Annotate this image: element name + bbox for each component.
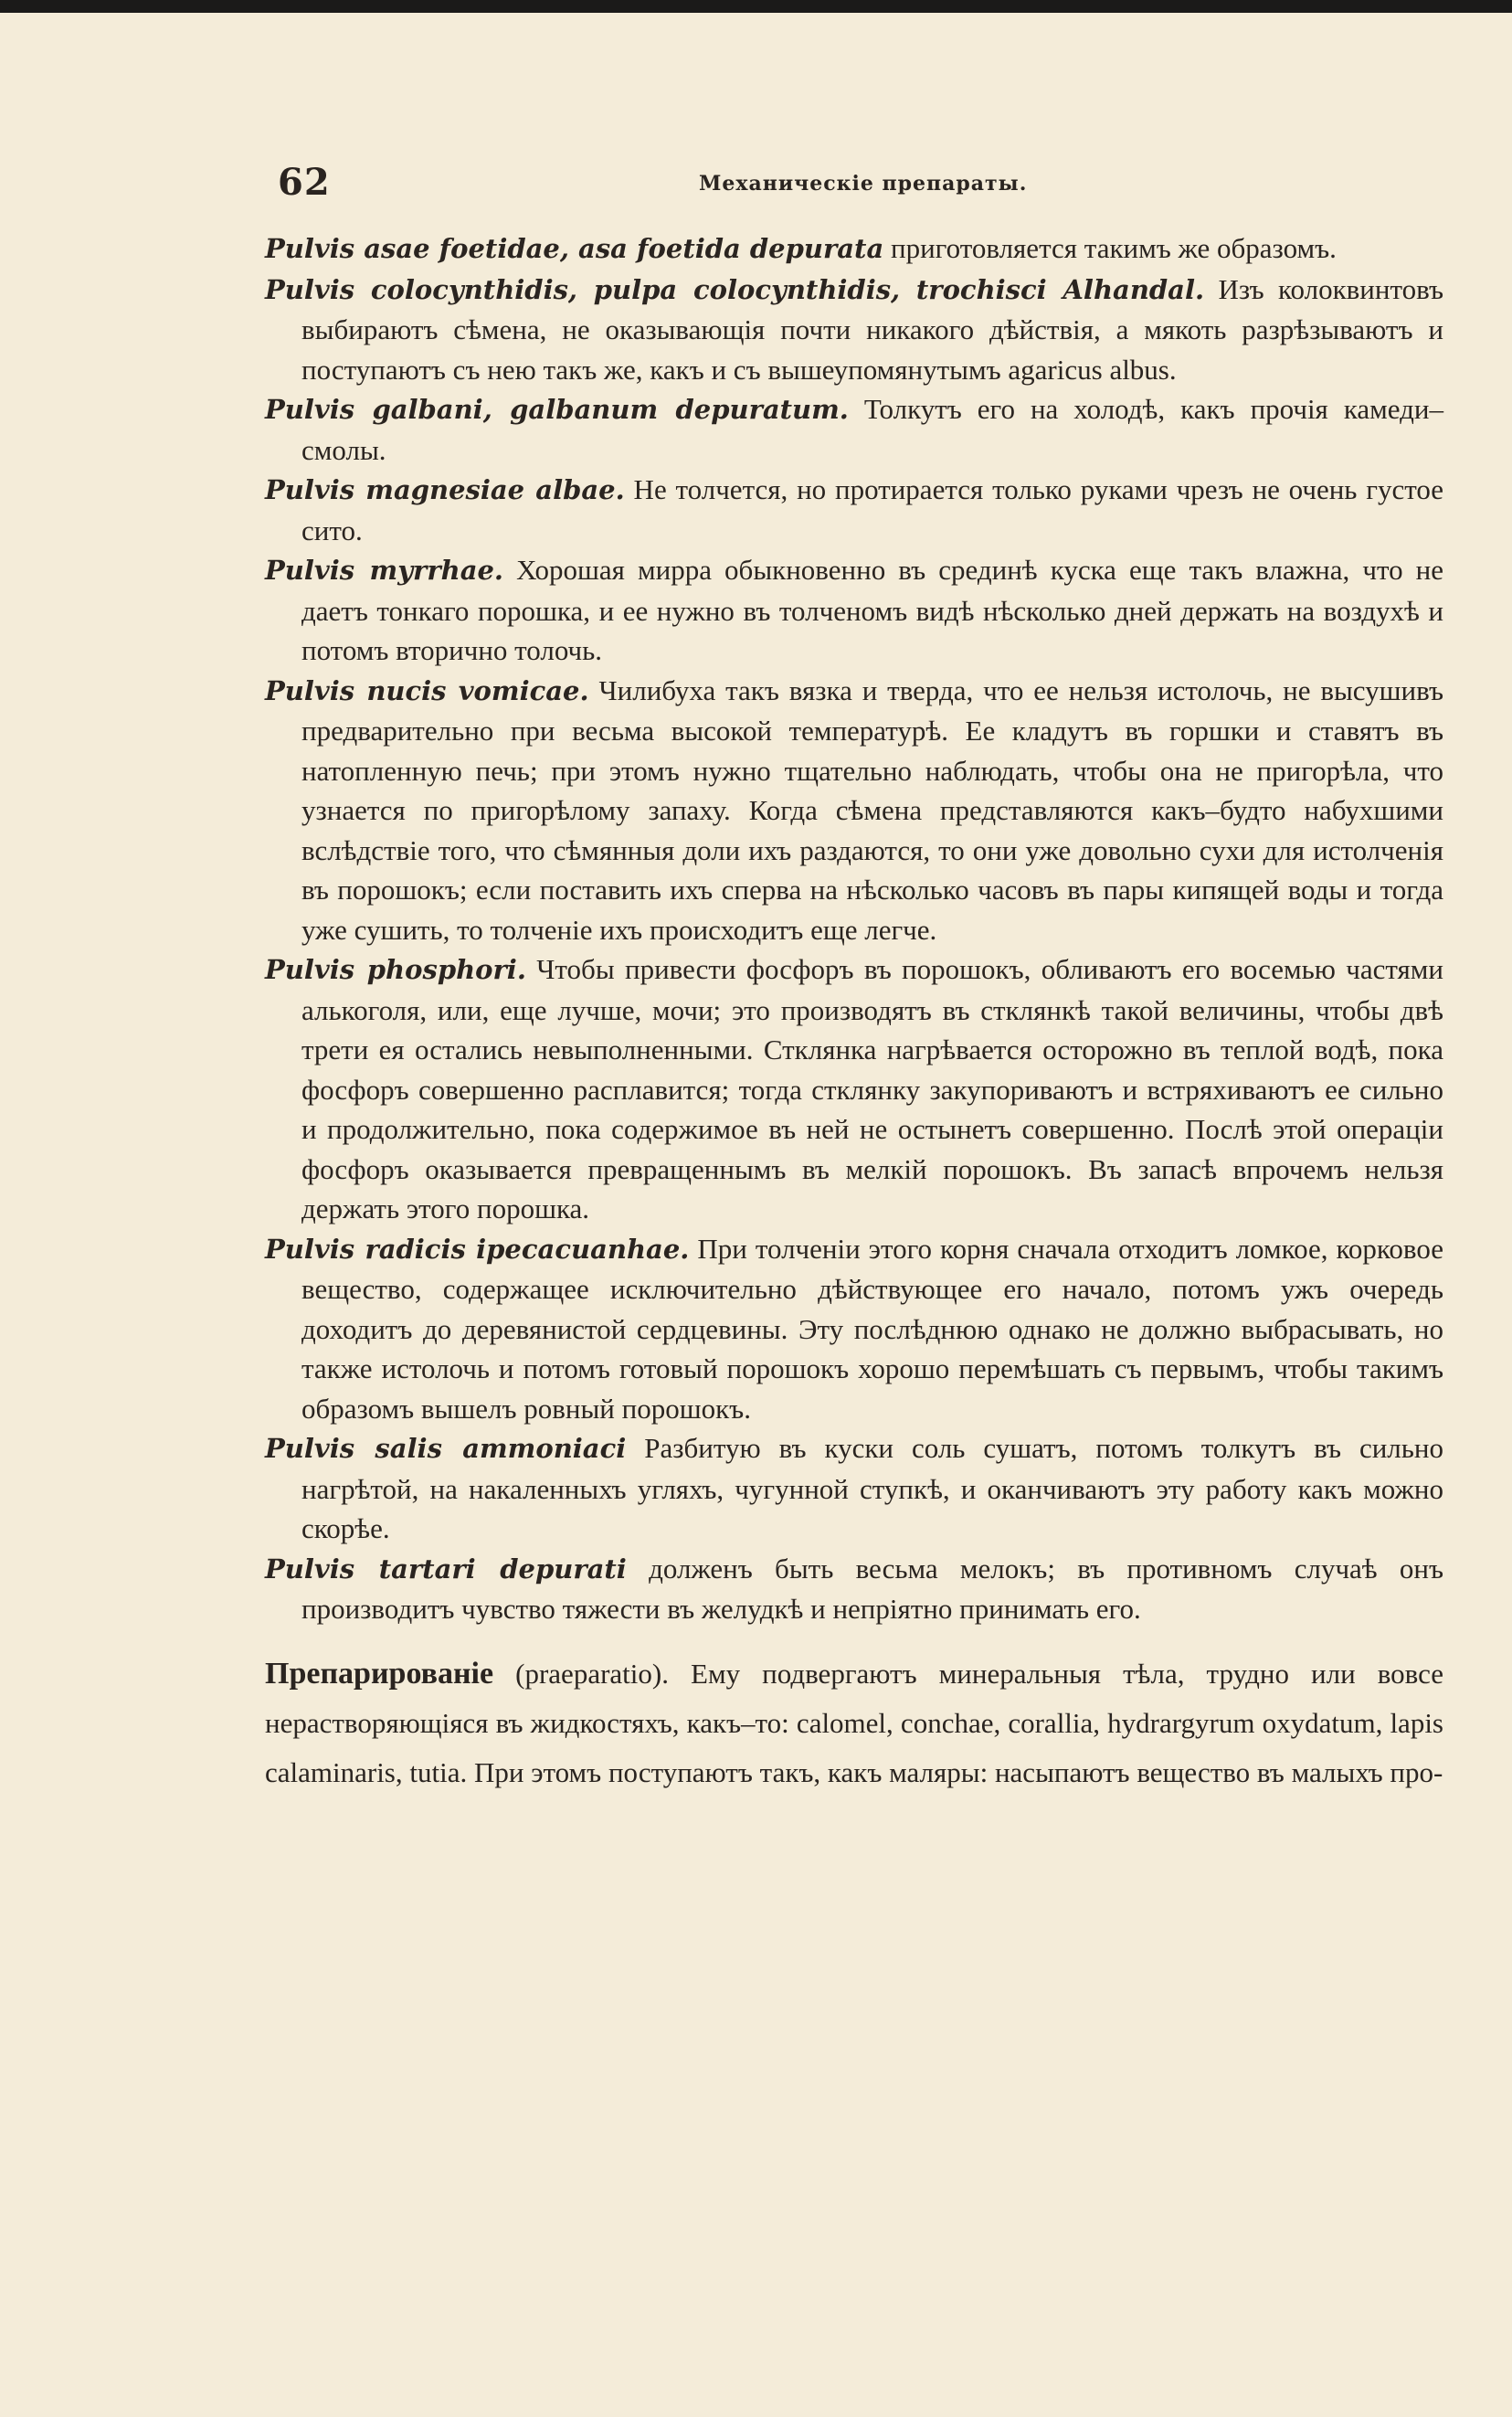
entry-text: Разбитую въ куски соль сушатъ, потомъ толкутъ въ сильно нагрѣтой, на накаленныхъ угляхъ, чугунной ступкѣ, и оканчиваютъ эту работу какъ можно скорѣе.: [301, 1432, 1444, 1544]
entry-text: Чтобы привести фосфоръ въ порошокъ, обливаютъ его восемью частями алькоголя, или, еще лучше, мочи; это производятъ въ стклянкѣ такой величины, чтобы двѣ трети ея остались невыполненными. Стклянка нагрѣвается осторожно въ теплой водѣ, пока фосфоръ совершенно расплавится; тогда стклянку закупориваютъ и встряхиваютъ ее сильно и продолжительно, пока содержимое въ ней не остынетъ совершенно. Послѣ этой операціи фосфоръ оказывается превращеннымъ въ мелкій порошокъ. Въ запасѣ впрочемъ нельзя держать этого порошка.: [301, 953, 1444, 1224]
entry-galbani: [265, 389, 1443, 470]
entries-list: [265, 228, 1443, 1629]
entry-text: Не толчется, но протирается только руками чрезъ не очень густое сито.: [301, 473, 1443, 546]
entry-text: Чилибуха такъ вязка и тверда, что ее нельзя истолочь, не высушивъ предварительно при весьма высокой температурѣ. Ее кладутъ въ горшки и ставятъ въ натопленную печь; при этомъ нужно тщательно наблюдать, чтобы она не пригорѣла, что узнается по пригорѣлому запаху. Когда сѣмена представляются какъ–будто набухшими вслѣдствіе того, что сѣмянныя доли ихъ раздаются, то они уже довольно сухи для истолченія въ порошокъ; если поставить ихъ сперва на нѣсколько часовъ въ пары кипящей воды и тогда уже сушить, то толченіе ихъ происходитъ еще легче.: [301, 673, 1443, 946]
entry-nucis-vomicae: [265, 671, 1443, 950]
page-header: [265, 146, 1443, 219]
section-text: (praeparatio). Ему подвергаютъ минеральныя тѣла, трудно или вовсе нерастворяющіяся въ жидкостяхъ, какъ–то: calomel, conchae, corallia, hydrargyrum oxydatum, lapis calaminaris, tutia. При этомъ поступаютъ такъ, какъ маляры: насыпаютъ вещество въ малыхъ про-: [265, 1657, 1443, 1788]
entry-term: Pulvis salis ammoniaci: [265, 1433, 627, 1464]
entry-tartari-depurati: [265, 1549, 1443, 1629]
entry-text: При толченіи этого корня сначала отходитъ ломкое, корковое вещество, содержащее исключительно дѣйствующее его начало, потомъ ужъ очередь доходитъ до деревянистой сердцевины. Эту послѣднюю однако не должно выбрасывать, но также истолочь и потомъ готовый порошокъ хорошо перемѣшать съ первымъ, чтобы такимъ образомъ вышелъ ровный порошокъ.: [301, 1232, 1443, 1425]
entry-term: Pulvis asae foetidae, asa foetida depurata: [265, 233, 884, 264]
entry-term: Pulvis phosphori.: [265, 954, 526, 985]
section-heading: Препарированіе: [265, 1656, 494, 1691]
section-praeparatio: [265, 1649, 1443, 1797]
entry-phosphori: [265, 949, 1443, 1229]
scan-top-edge: [0, 0, 1512, 13]
entry-colocynthidis: [265, 270, 1443, 390]
page-number: 62: [278, 161, 331, 204]
entry-text: приготовляется такимъ же образомъ.: [883, 232, 1337, 264]
entry-salis-ammoniaci: [265, 1428, 1443, 1549]
entry-text: Хорошая мирра обыкновенно въ срединѣ куска еще такъ влажна, что не даетъ тонкаго порошка, и ее нужно въ толченомъ видѣ нѣсколько дней держать на воздухѣ и потомъ вторично толочь.: [301, 554, 1443, 666]
entry-text: долженъ быть весьма мелокъ; въ противномъ случаѣ онъ производитъ чувство тяжести въ желудкѣ и непріятно принимать его.: [301, 1552, 1443, 1625]
entry-term: Pulvis galbani, galbanum depuratum.: [265, 394, 849, 425]
entry-term: Pulvis colocynthidis, pulpa colocynthidis, trochisci Alhandal.: [265, 273, 1205, 305]
entry-term: Pulvis magnesiae albae.: [265, 474, 625, 505]
entry-ipecacuanhae: [265, 1229, 1443, 1429]
running-head: Механическіе препараты.: [699, 172, 1028, 196]
entry-term: Pulvis radicis ipecacuanhae.: [265, 1233, 690, 1265]
entry-text: Изъ колоквинтовъ выбираютъ сѣмена, не оказывающія почти никакого дѣйствія, а мякоть разрѣзываютъ и поступаютъ съ нею такъ же, какъ и съ вышеупомянутымъ agaricus albus.: [301, 272, 1444, 386]
entry-term: Pulvis nucis vomicae.: [265, 674, 589, 706]
page: [265, 146, 1443, 1826]
entry-magnesiae: [265, 470, 1443, 550]
entry-term: Pulvis tartari depurati: [265, 1553, 627, 1585]
entry-myrrhae: [265, 550, 1443, 671]
entry-text: Толкутъ его на холодѣ, какъ прочія камеди–смолы.: [301, 393, 1443, 466]
entry-term: Pulvis myrrhae.: [265, 555, 504, 586]
entry-asa-foetida: [265, 228, 1443, 270]
